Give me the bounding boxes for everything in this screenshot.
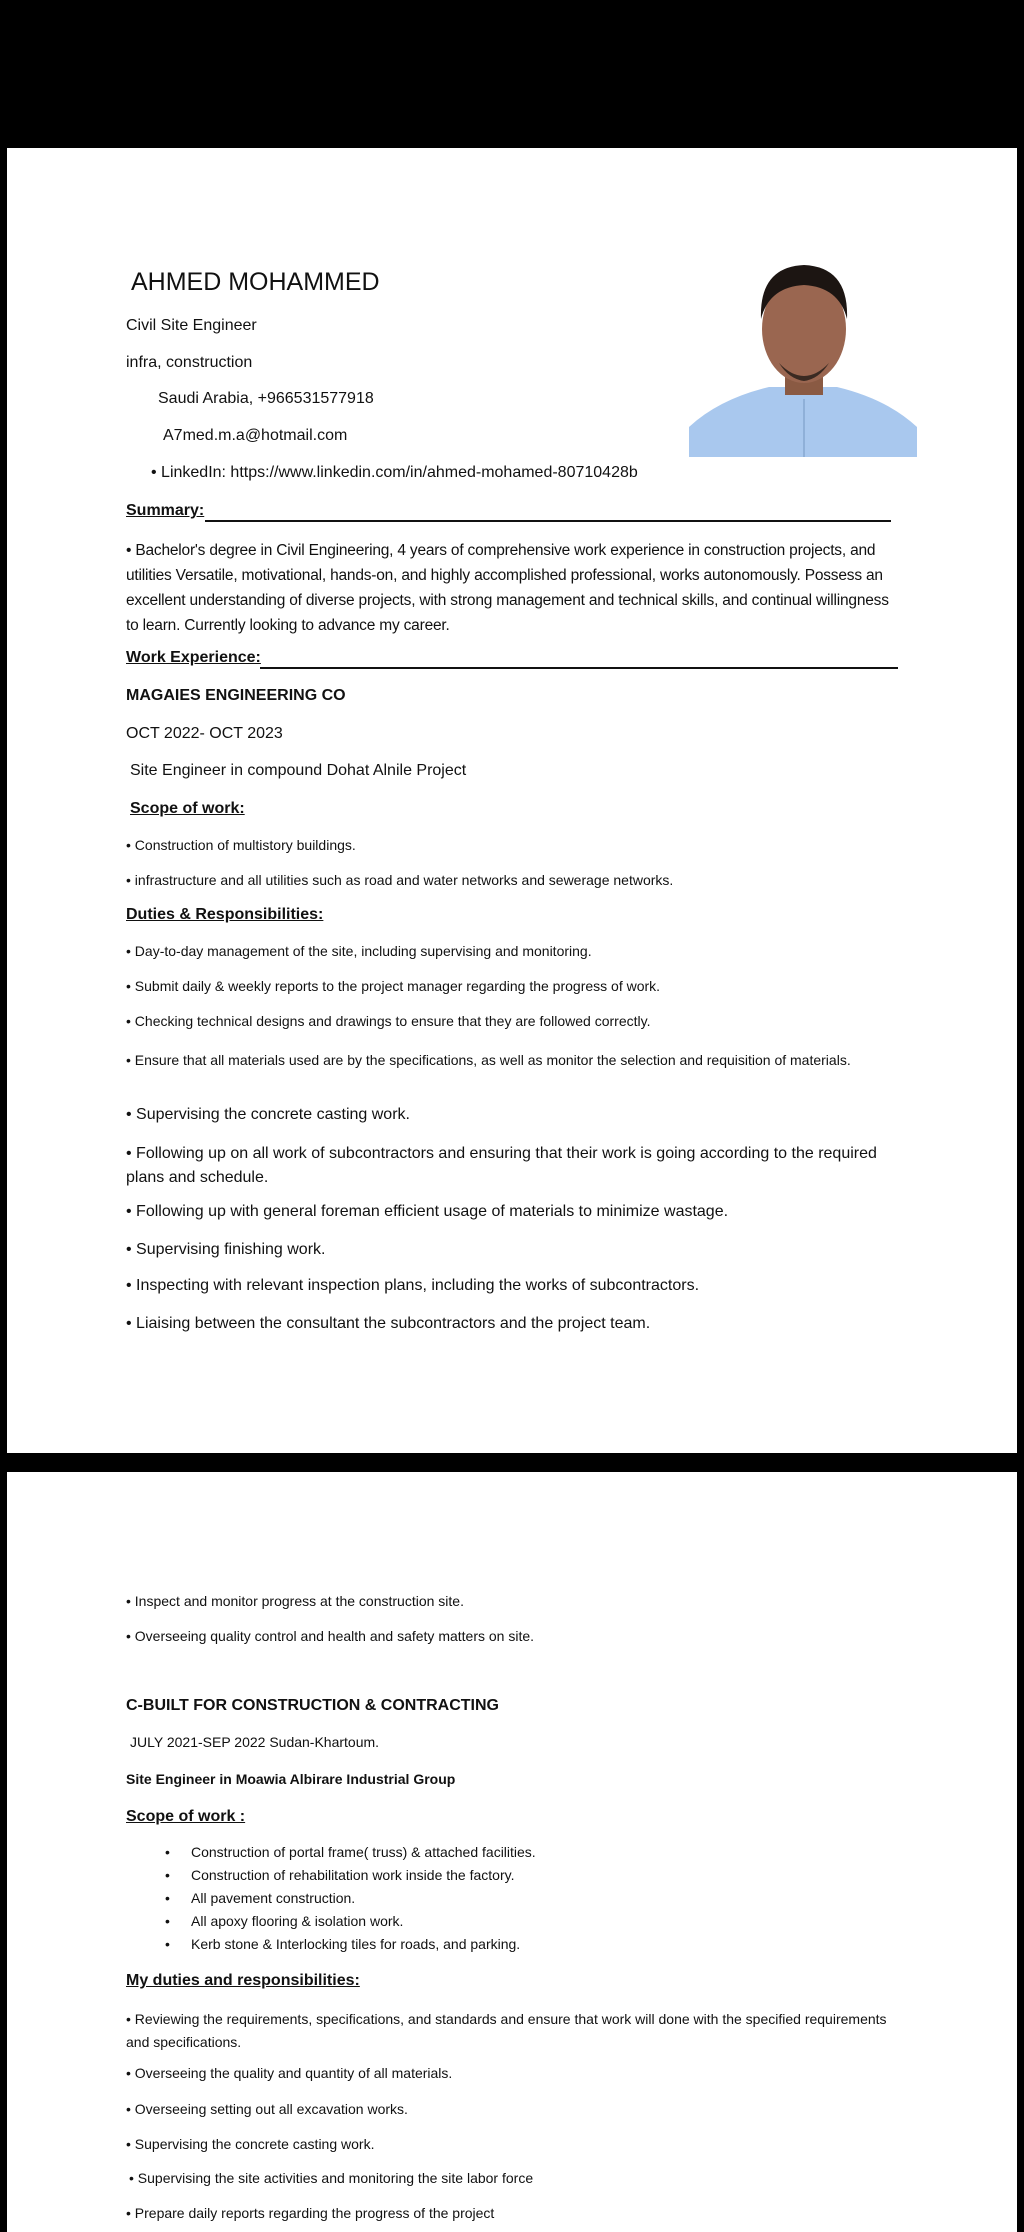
duties-heading: Duties & Responsibilities: — [126, 906, 324, 923]
scope-heading: Scope of work: — [130, 800, 245, 817]
duty-item: • Prepare daily reports regarding the progress of the project — [126, 2205, 495, 2221]
duty-item: • Ensure that all materials used are by the specifications, as well as monitor the selection and requisition of materials. — [126, 1052, 851, 1068]
scope-item: • Construction of rehabilitation work inside the factory. — [165, 1867, 515, 1883]
scope-heading: Scope of work : — [126, 1808, 246, 1825]
linkedin-link[interactable]: • LinkedIn: https://www.linkedin.com/in/ahmed-mohamed-80710428b — [151, 464, 638, 481]
scope-item: • Construction of multistory buildings. — [126, 837, 356, 853]
duty-item: • Day-to-day management of the site, including supervising and monitoring. — [126, 943, 592, 959]
duty-item: • Inspect and monitor progress at the construction site. — [126, 1593, 464, 1609]
duty-item: • Supervising the concrete casting work. — [126, 2136, 375, 2152]
duty-item: • Following up with general foreman efficient usage of materials to minimize wastage. — [126, 1203, 729, 1220]
job-role: Site Engineer in Moawia Albirare Industrial Group — [126, 1771, 456, 1787]
candidate-name: AHMED MOHAMMED — [131, 268, 380, 296]
summary-text: • Bachelor's degree in Civil Engineering, 4 years of comprehensive work experience in construction projects, and utilities Versatile, motivational, hands-on, and highly accomplished professional, works autonomously. Possess an excellent understanding of diverse projects, with strong management and technical skills, and continual willingness to learn. Currently looking to advance my career. — [126, 542, 889, 634]
scope-item: • Kerb stone & Interlocking tiles for roads, and parking. — [165, 1936, 521, 1952]
duty-item: • Supervising finishing work. — [126, 1241, 326, 1258]
duty-item: • Submit daily & weekly reports to the project manager regarding the progress of work. — [126, 978, 661, 994]
profile-photo — [689, 259, 917, 457]
duty-item: • Liaising between the consultant the subcontractors and the project team. — [126, 1315, 651, 1332]
duty-item: • Inspecting with relevant inspection plans, including the works of subcontractors. — [126, 1277, 700, 1294]
summary-heading: Summary: — [126, 502, 205, 519]
duties-heading: My duties and responsibilities: — [126, 1972, 360, 1989]
company-name: C-BUILT FOR CONSTRUCTION & CONTRACTING — [126, 1697, 499, 1714]
resume-page-1 — [7, 148, 1017, 1453]
work-experience-heading: Work Experience: — [126, 649, 261, 666]
job-title: Civil Site Engineer — [126, 317, 257, 334]
scope-item: • Construction of portal frame( truss) & attached facilities. — [165, 1844, 536, 1860]
scope-item: • All pavement construction. — [165, 1890, 356, 1906]
job-dates: JULY 2021-SEP 2022 Sudan-Khartoum. — [130, 1734, 380, 1750]
duty-item: • Supervising the concrete casting work. — [126, 1106, 410, 1123]
duty-item: • Checking technical designs and drawings to ensure that they are followed correctly. — [126, 1013, 651, 1029]
divider — [260, 667, 898, 669]
duty-item: • Overseeing quality control and health and safety matters on site. — [126, 1628, 535, 1644]
job-role: Site Engineer in compound Dohat Alnile Project — [130, 762, 467, 779]
duty-item: • Supervising the site activities and monitoring the site labor force — [129, 2170, 534, 2186]
duty-item: • Following up on all work of subcontractors and ensuring that their work is going according to the required plans and schedule. — [126, 1145, 877, 1186]
scope-item: • All apoxy flooring & isolation work. — [165, 1913, 404, 1929]
duty-item: • Reviewing the requirements, specifications, and standards and ensure that work will done with the specified requirements and specifications. — [126, 2011, 887, 2050]
scope-item: • infrastructure and all utilities such as road and water networks and sewerage networks. — [126, 872, 674, 888]
job-dates: OCT 2022- OCT 2023 — [126, 725, 283, 742]
duty-item: • Overseeing setting out all excavation works. — [126, 2101, 408, 2117]
field: infra, construction — [126, 354, 253, 371]
resume-page-2 — [7, 1472, 1017, 2232]
duty-item: • Overseeing the quality and quantity of all materials. — [126, 2065, 453, 2081]
company-name: MAGAIES ENGINEERING CO — [126, 687, 346, 704]
email: A7med.m.a@hotmail.com — [163, 427, 348, 444]
divider — [205, 520, 891, 522]
location-phone: Saudi Arabia, +966531577918 — [158, 390, 374, 407]
